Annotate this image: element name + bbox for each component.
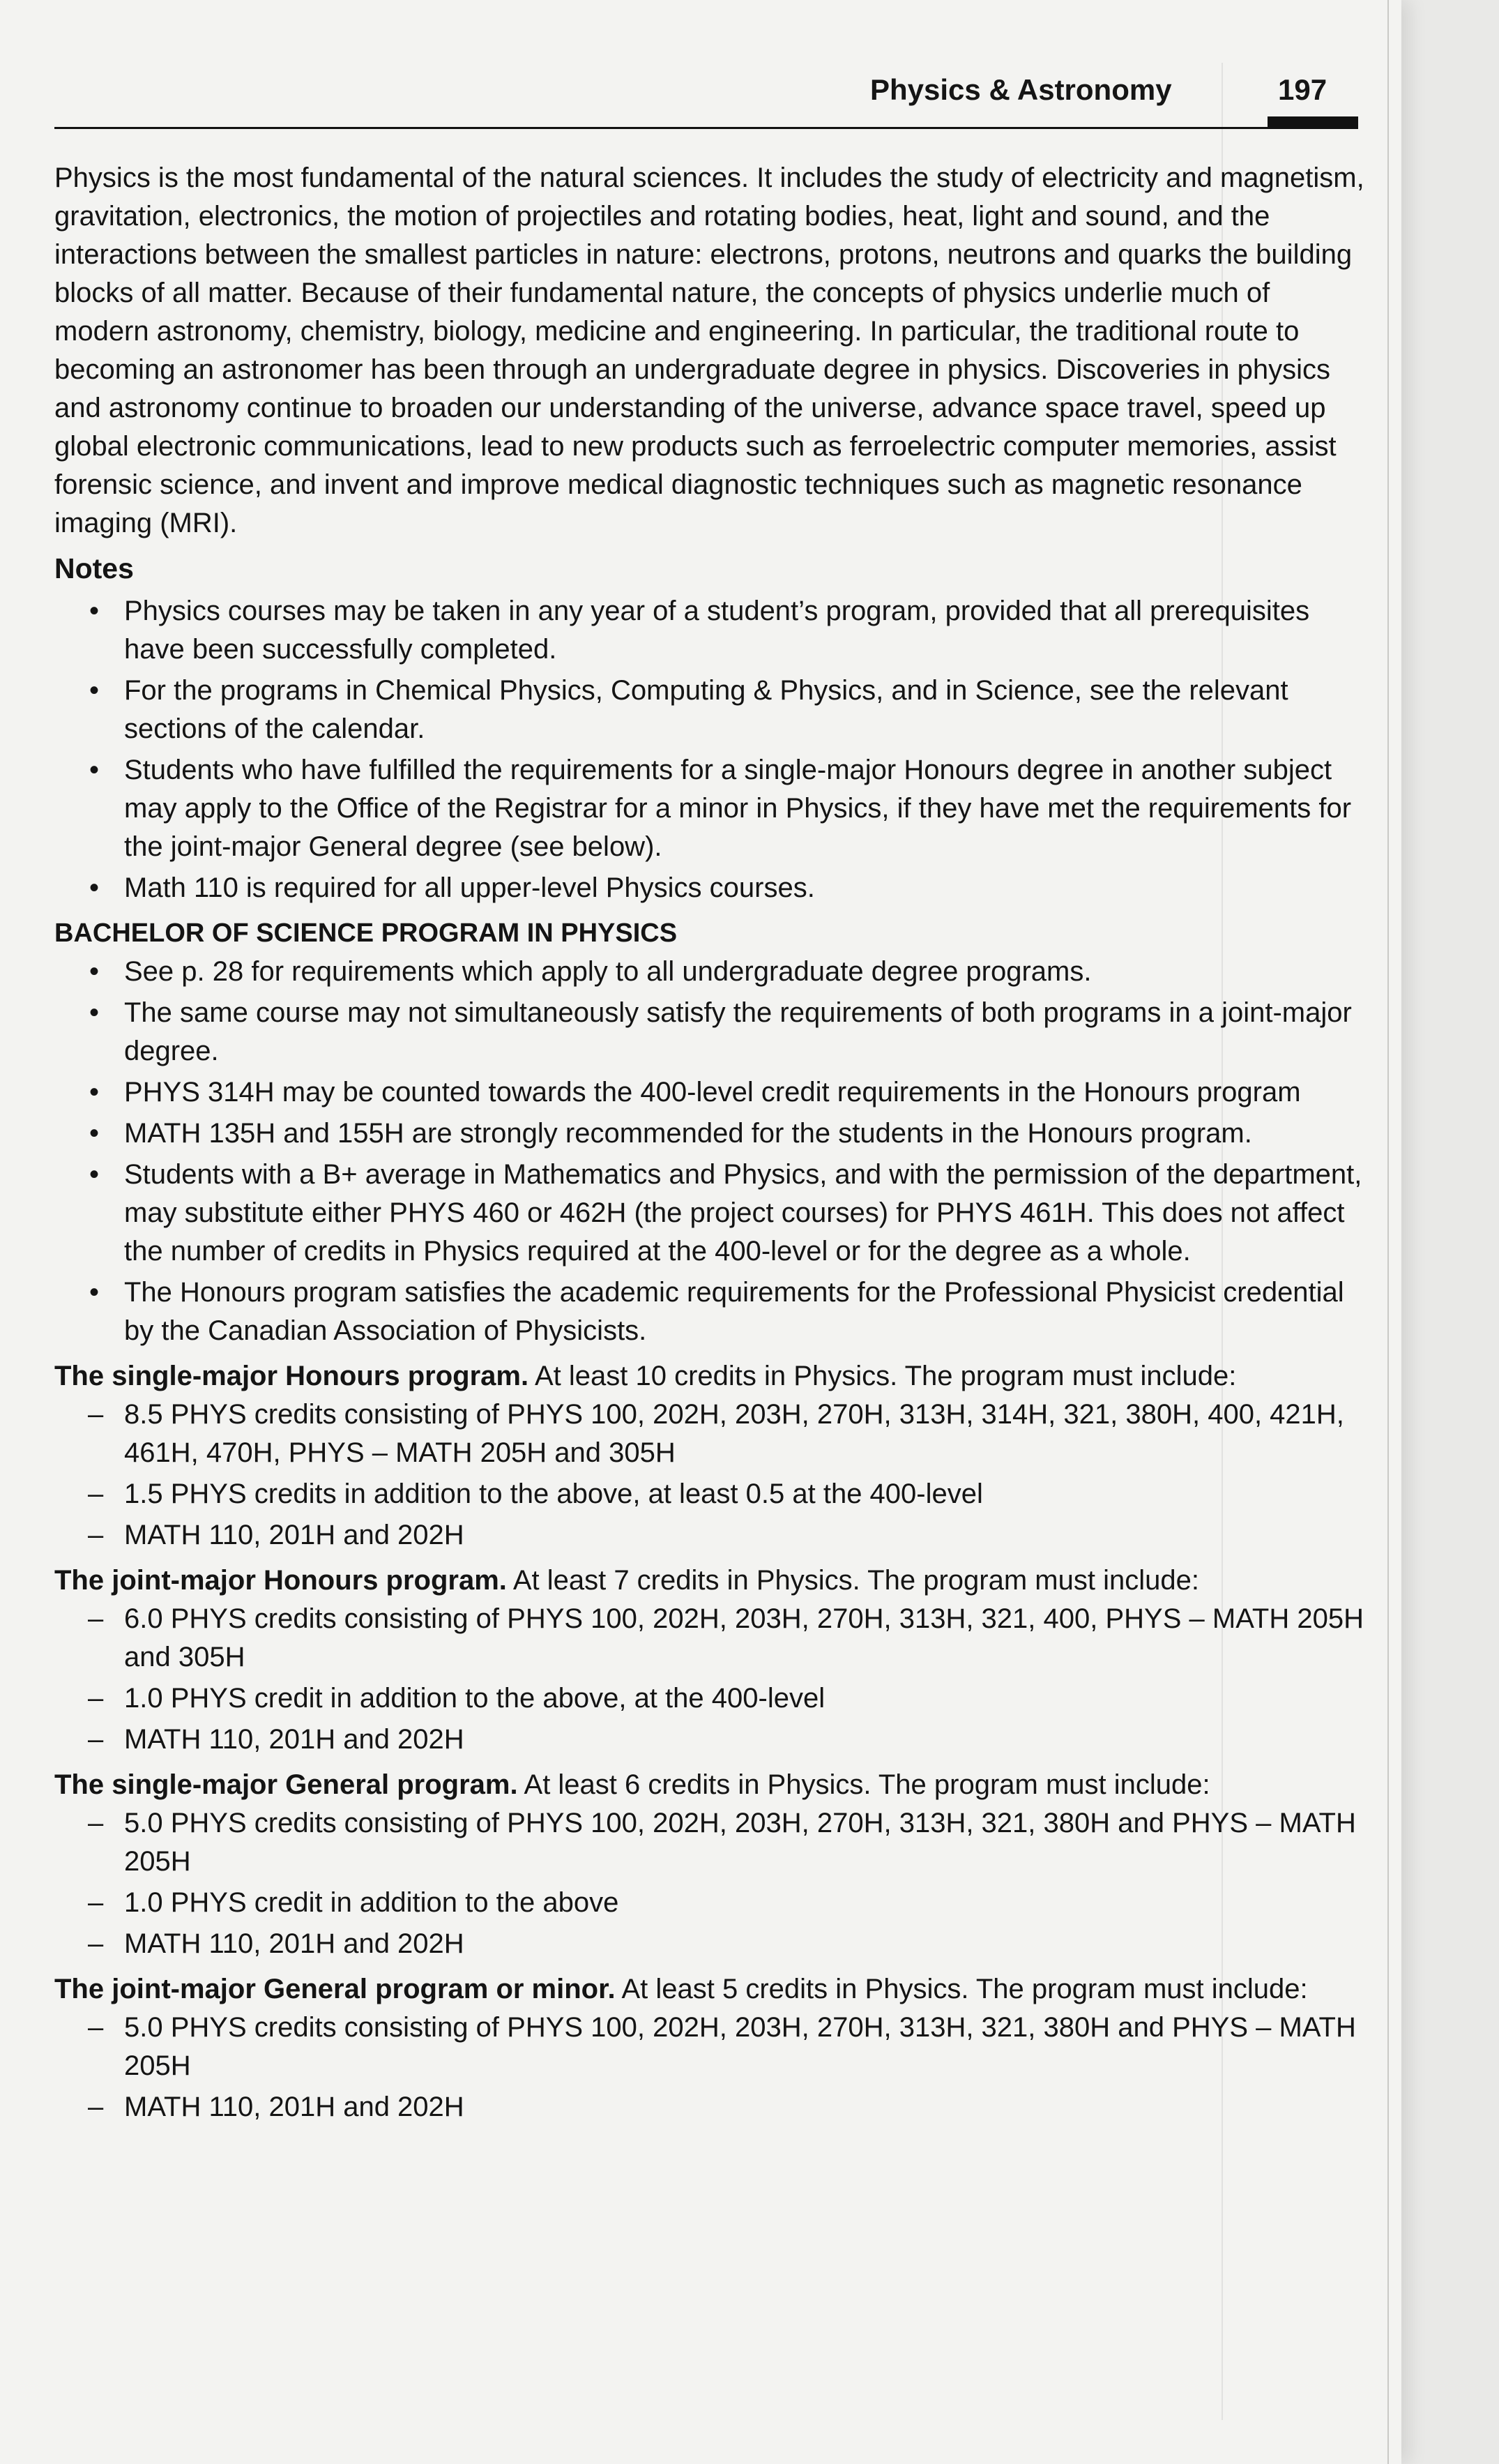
program-requirements [54, 1396, 1365, 1555]
bsc-item-text: PHYS 314H may be counted towards the 400-level credit requirements in the Honours program [124, 1077, 1301, 1108]
bullet-icon: • [89, 1159, 100, 1190]
notes-item-text: Students who have fulfilled the requirements for a single-major Honours degree in another subject may apply to the Office of the Registrar for a minor in Physics, if they have met the requirements for the joint-major General degree (see below). [124, 755, 1352, 862]
bsc-item-text: The Honours program satisfies the academic requirements for the Professional Physicist credential by the Canadian Association of Physicists. [124, 1277, 1344, 1346]
requirement-item [54, 1925, 1365, 1963]
requirement-text: 1.5 PHYS credits in addition to the above, at least 0.5 at the 400-level [124, 1479, 983, 1509]
dash-icon: – [88, 1808, 104, 1838]
bsc-item-text: Students with a B+ average in Mathematics and Physics, and with the permission of the department, may substitute either PHYS 460 or 462H (the project courses) for PHYS 461H. This does not affect the number of credits in Physics required at the 400-level or for the degree as a whole. [124, 1159, 1362, 1267]
bullet-icon: • [89, 675, 100, 706]
dash-icon: – [88, 2092, 104, 2122]
requirement-item [54, 1679, 1365, 1718]
bullet-icon: • [89, 1077, 100, 1108]
bsc-item-text: MATH 135H and 155H are strongly recommended for the students in the Honours program. [124, 1118, 1252, 1149]
running-head: Physics & Astronomy [870, 73, 1172, 106]
requirement-text: MATH 110, 201H and 202H [124, 1520, 464, 1550]
dash-icon: – [88, 1724, 104, 1755]
program-summary: At least 5 credits in Physics. The program must include: [615, 1974, 1308, 2004]
bsc-item [54, 953, 1365, 991]
bullet-icon: • [89, 997, 100, 1028]
bullet-icon: • [89, 1277, 100, 1308]
program-title: The joint-major General program or minor. [54, 1974, 616, 2004]
program-requirements [54, 2009, 1365, 2126]
bsc-item [54, 1156, 1365, 1271]
dash-icon: – [88, 1887, 104, 1918]
notes-list [54, 592, 1365, 907]
dash-icon: – [88, 1479, 104, 1509]
bullet-icon: • [89, 596, 100, 626]
requirement-item [54, 2009, 1365, 2085]
requirement-text: 5.0 PHYS credits consisting of PHYS 100, 202H, 203H, 270H, 313H, 321, 380H and PHYS – MATH 205H [124, 1808, 1356, 1877]
header-tab-bar [1268, 116, 1358, 129]
bsc-list [54, 953, 1365, 1350]
dash-icon: – [88, 1928, 104, 1959]
dash-icon: – [88, 2012, 104, 2043]
program-intro [54, 1766, 1365, 1804]
header-rule [54, 127, 1358, 129]
requirement-text: 8.5 PHYS credits consisting of PHYS 100, 202H, 203H, 270H, 313H, 314H, 321, 380H, 400, 421H, 461H, 470H, PHYS – MATH 205H and 305H [124, 1399, 1344, 1468]
notes-item [54, 869, 1365, 907]
program-intro [54, 1562, 1365, 1600]
requirement-item [54, 1516, 1365, 1555]
program-summary: At least 7 credits in Physics. The program must include: [506, 1565, 1199, 1596]
program-summary: At least 6 credits in Physics. The program must include: [517, 1769, 1210, 1800]
bsc-item-text: The same course may not simultaneously satisfy the requirements of both programs in a joint-major degree. [124, 997, 1352, 1066]
page-content [54, 159, 1365, 2133]
intro-paragraph: Physics is the most fundamental of the natural sciences. It includes the study of electricity and magnetism, gravitation, electronics, the motion of projectiles and rotating bodies, heat, light and sound, and the interactions between the smallest particles in nature: electrons, protons, neutrons and quarks the building blocks of all matter. Because of their fundamental nature, the concepts of physics underlie much of modern astronomy, chemistry, biology, medicine and engineering. In particular, the traditional route to becoming an astronomer has been through an undergraduate degree in physics. Discoveries in physics and astronomy continue to broaden our understanding of the universe, advance space travel, speed up global electronic communications, lead to new products such as ferroelectric computer memories, assist forensic science, and invent and improve medical diagnostic techniques such as magnetic resonance imaging (MRI). [54, 162, 1364, 538]
bsc-item [54, 1273, 1365, 1350]
notes-heading: Notes [54, 552, 134, 584]
bullet-icon: • [89, 1118, 100, 1149]
program-requirements [54, 1804, 1365, 1963]
requirement-item [54, 2088, 1365, 2126]
notes-item [54, 592, 1365, 669]
bullet-icon: • [89, 755, 100, 785]
requirement-text: 5.0 PHYS credits consisting of PHYS 100, 202H, 203H, 270H, 313H, 321, 380H and PHYS – MATH 205H [124, 2012, 1356, 2081]
program-title: The single-major General program. [54, 1769, 518, 1800]
requirement-item [54, 1721, 1365, 1759]
requirement-item [54, 1600, 1365, 1677]
program-intro [54, 1357, 1365, 1396]
dash-icon: – [88, 1683, 104, 1714]
page-number: 197 [1278, 73, 1327, 106]
requirement-text: 1.0 PHYS credit in addition to the above, at the 400-level [124, 1683, 825, 1714]
requirement-text: MATH 110, 201H and 202H [124, 1928, 464, 1959]
dash-icon: – [88, 1399, 104, 1430]
program-requirements [54, 1600, 1365, 1759]
notes-item-text: For the programs in Chemical Physics, Computing & Physics, and in Science, see the relevant sections of the calendar. [124, 675, 1288, 744]
requirement-item [54, 1804, 1365, 1881]
requirement-item [54, 1884, 1365, 1922]
bsc-item-text: See p. 28 for requirements which apply to all undergraduate degree programs. [124, 956, 1092, 987]
requirement-item [54, 1475, 1365, 1513]
requirement-item [54, 1396, 1365, 1472]
requirement-text: 1.0 PHYS credit in addition to the above [124, 1887, 619, 1918]
program-intro [54, 1970, 1365, 2009]
bsc-item [54, 994, 1365, 1071]
notes-item [54, 751, 1365, 866]
notes-item-text: Physics courses may be taken in any year of a student’s program, provided that all prerequisites have been successfully completed. [124, 596, 1310, 665]
notes-item [54, 672, 1365, 748]
requirement-text: 6.0 PHYS credits consisting of PHYS 100, 202H, 203H, 270H, 313H, 321, 400, PHYS – MATH 205H and 305H [124, 1603, 1364, 1672]
page-header [54, 73, 1358, 129]
notes-item-text: Math 110 is required for all upper-level Physics courses. [124, 872, 815, 903]
requirement-text: MATH 110, 201H and 202H [124, 2092, 464, 2122]
dash-icon: – [88, 1603, 104, 1634]
bsc-heading: BACHELOR OF SCIENCE PROGRAM IN PHYSICS [54, 919, 678, 948]
bullet-icon: • [89, 872, 100, 903]
program-summary: At least 10 credits in Physics. The program must include: [528, 1361, 1237, 1391]
bullet-icon: • [89, 956, 100, 987]
bsc-item [54, 1114, 1365, 1153]
dash-icon: – [88, 1520, 104, 1550]
program-title: The joint-major Honours program. [54, 1565, 507, 1596]
page-edge [1387, 0, 1389, 2464]
requirement-text: MATH 110, 201H and 202H [124, 1724, 464, 1755]
bsc-item [54, 1073, 1365, 1112]
program-title: The single-major Honours program. [54, 1361, 529, 1391]
